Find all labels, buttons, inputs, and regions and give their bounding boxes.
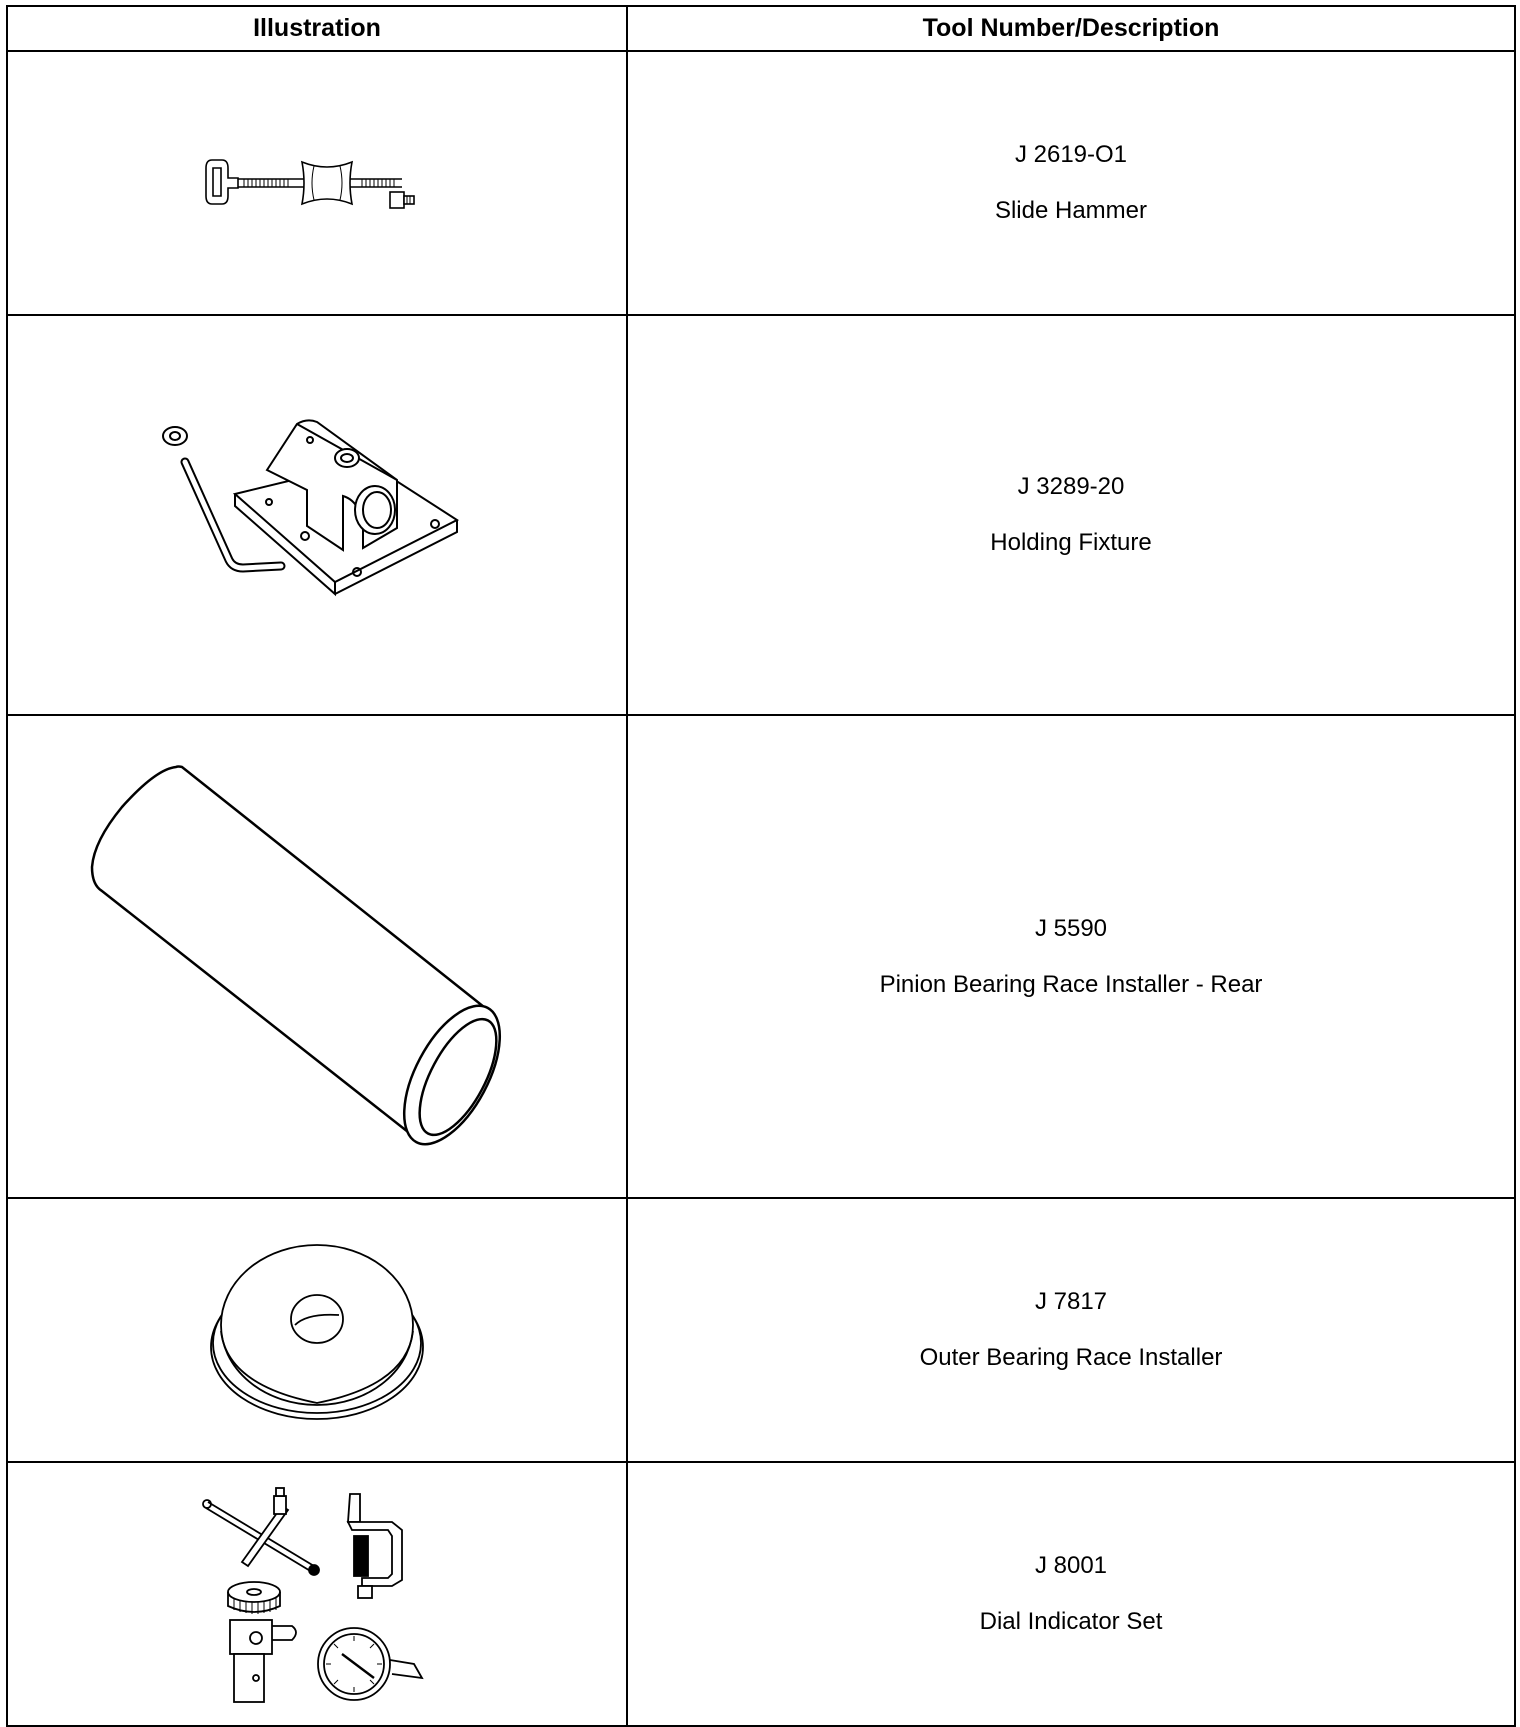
holding-fixture-icon [157,410,477,620]
tool-description: Dial Indicator Set [979,1608,1163,1635]
description-header: Tool Number/Description [627,6,1515,51]
tool-description: Outer Bearing Race Installer [919,1344,1223,1371]
tool-description: Holding Fixture [990,529,1152,556]
description-cell [627,1462,1515,1726]
illustration-cell [7,1462,627,1726]
tool-number: J 7817 [1034,1288,1108,1315]
tool-number: J 5590 [1034,914,1108,942]
tool-number: J 3289-20 [1017,473,1125,500]
illustration-cell [7,1198,627,1462]
tool-description: Slide Hammer [994,197,1148,224]
tool-number: J 8001 [1034,1552,1108,1579]
race-installer-tube-icon [82,757,552,1157]
table-row [7,1462,1515,1726]
table-row [7,715,1515,1198]
dial-indicator-set-icon [202,1482,432,1707]
description-cell [627,51,1515,315]
description-cell [627,715,1515,1198]
table-row [7,51,1515,315]
illustration-header: Illustration [7,6,627,51]
illustration-cell [7,51,627,315]
outer-race-installer-disc-icon [207,1235,427,1425]
tools-table [6,5,1516,1727]
description-cell [627,315,1515,715]
illustration-cell [7,315,627,715]
header-row [7,6,1515,51]
tool-description: Pinion Bearing Race Installer - Rear [879,970,1263,998]
slide-hammer-icon [202,148,432,218]
tool-number: J 2619-O1 [1014,141,1128,168]
table-row [7,1198,1515,1462]
illustration-cell [7,715,627,1198]
description-cell [627,1198,1515,1462]
table-row [7,315,1515,715]
